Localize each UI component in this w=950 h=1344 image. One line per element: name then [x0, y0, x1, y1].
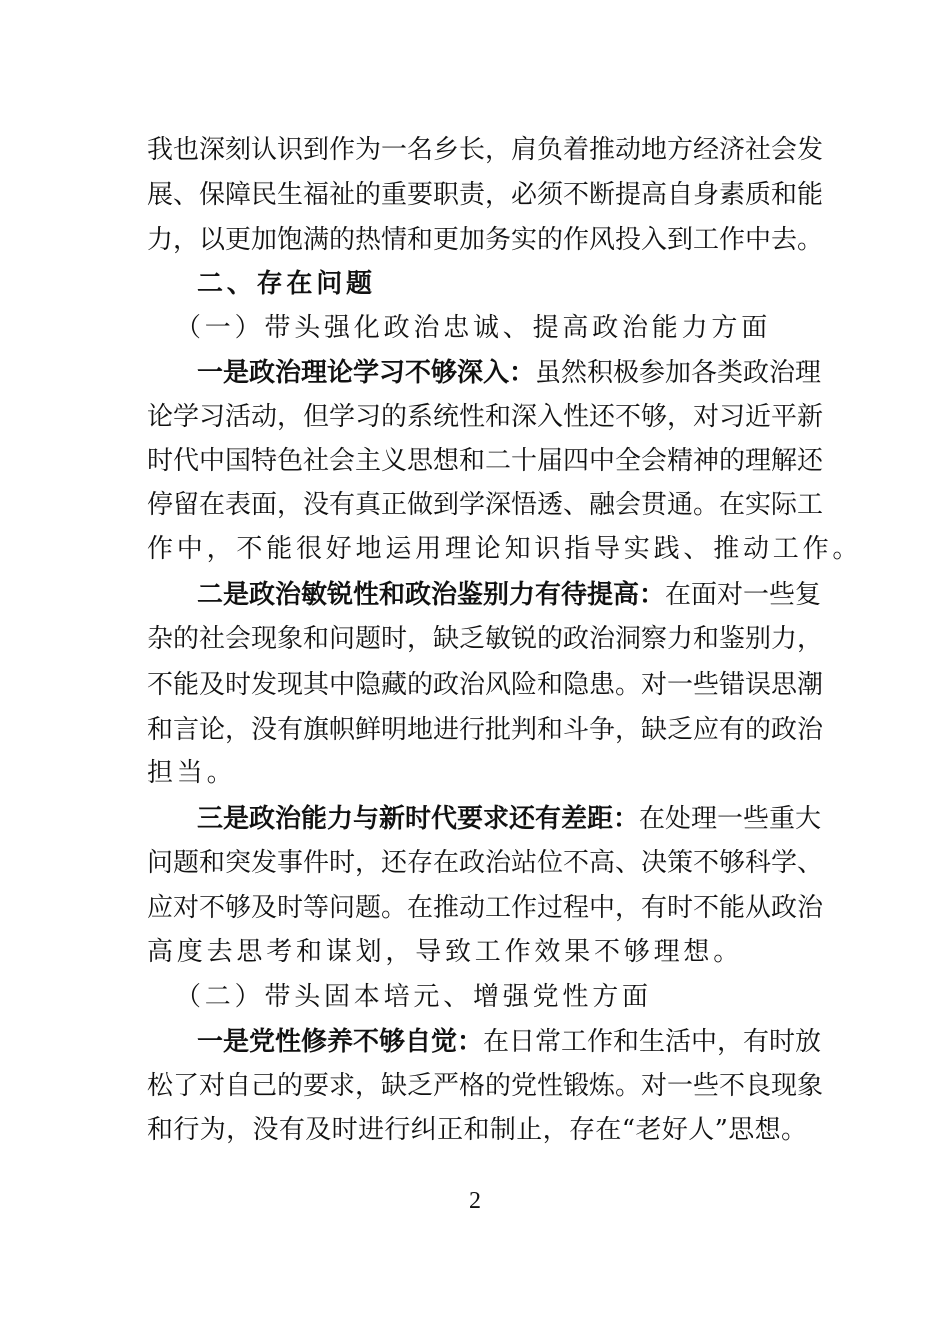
point-text: 在日常工作和生活中，有时放: [483, 1027, 822, 1057]
body-line: 不能及时发现其中隐藏的政治风险和隐患。对一些错误思潮: [147, 670, 824, 700]
point-text: 在处理一些重大: [639, 804, 822, 834]
body-line: 高度去思考和谋划，导致工作效果不够理想。: [147, 937, 744, 967]
body-line: 展、保障民生福祉的重要职责，必须不断提高自身素质和能: [147, 180, 824, 210]
point-text: 在面对一些复: [665, 580, 822, 610]
body-line: [197, 804, 822, 834]
body-line: 作中，不能很好地运用理论知识指导实践、推动工作。: [147, 534, 863, 564]
point-lead: 一是党性修养不够自觉：: [197, 1027, 484, 1057]
point-text: 虽然积极参加各类政治理: [535, 358, 822, 388]
body-line: 应对不够及时等问题。在推动工作过程中，有时不能从政治: [147, 893, 824, 923]
subsection-heading: （一）带头强化政治忠诚、提高政治能力方面: [175, 313, 772, 343]
body-line: 担当。: [147, 758, 237, 788]
point-lead: 三是政治能力与新时代要求还有差距：: [197, 804, 640, 834]
body-line: 松了对自己的要求，缺乏严格的党性锻炼。对一些不良现象: [147, 1071, 824, 1101]
section-heading: 二、存在问题: [197, 269, 376, 299]
body-line: [197, 1027, 822, 1057]
body-line: [197, 580, 822, 610]
body-line: 和言论，没有旗帜鲜明地进行批判和斗争，缺乏应有的政治: [147, 715, 824, 745]
body-line: 时代中国特色社会主义思想和二十届四中全会精神的理解还: [147, 446, 824, 476]
body-line: 杂的社会现象和问题时，缺乏敏锐的政治洞察力和鉴别力，: [147, 624, 824, 654]
subsection-heading: （二）带头固本培元、增强党性方面: [175, 982, 652, 1012]
body-line: 停留在表面，没有真正做到学深悟透、融会贯通。在实际工: [147, 490, 824, 520]
body-line: 问题和突发事件时，还存在政治站位不高、决策不够科学、: [147, 848, 824, 878]
body-line: 力，以更加饱满的热情和更加务实的作风投入到工作中去。: [147, 225, 824, 255]
body-line: 论学习活动，但学习的系统性和深入性还不够，对习近平新: [147, 402, 824, 432]
point-lead: 二是政治敏锐性和政治鉴别力有待提高：: [197, 580, 666, 610]
body-line: [197, 358, 822, 388]
point-lead: 一是政治理论学习不够深入：: [197, 358, 536, 388]
page-number: 2: [469, 1188, 481, 1214]
body-line: 和行为，没有及时进行纠正和制止，存在“老好人”思想。: [147, 1115, 807, 1145]
body-line: 我也深刻认识到作为一名乡长，肩负着推动地方经济社会发: [147, 135, 824, 165]
